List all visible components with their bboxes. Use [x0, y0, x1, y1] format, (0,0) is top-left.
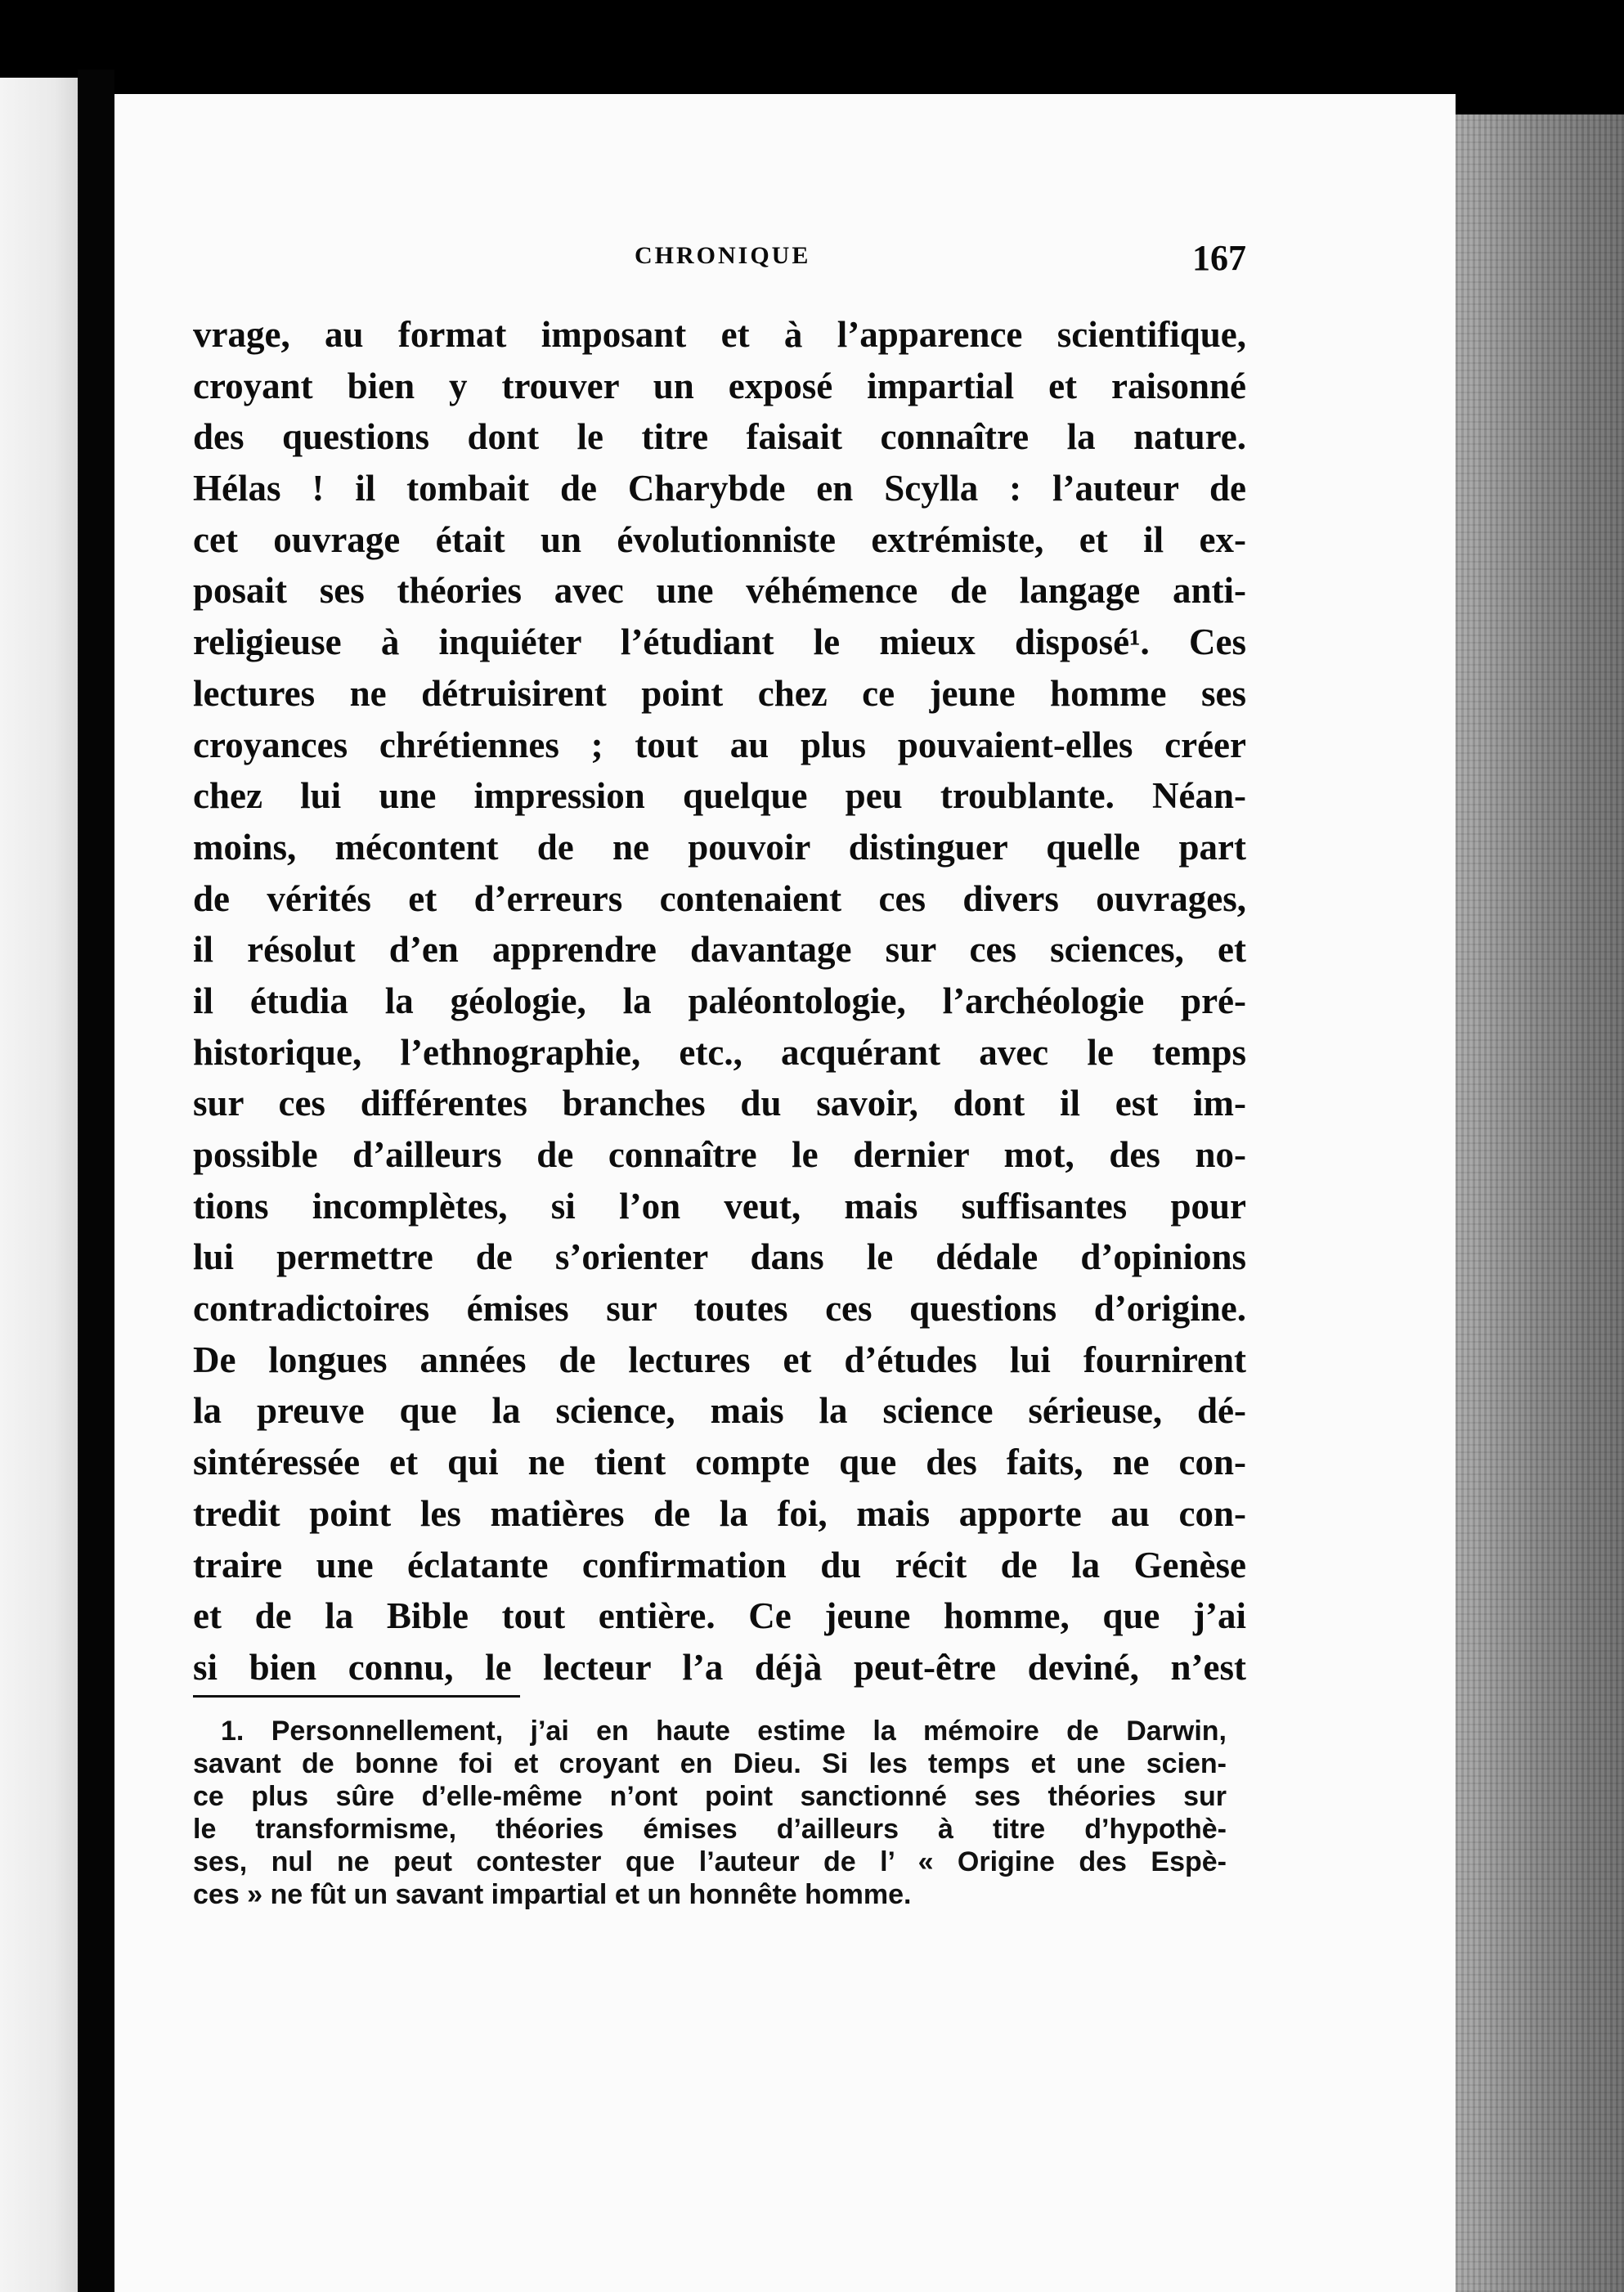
body-line: lui permettre de s’orienter dans le dédale d’opinions — [193, 1236, 1246, 1278]
body-line: la preuve que la science, mais la science sérieuse, dé- — [193, 1390, 1246, 1432]
running-head: CHRONIQUE — [635, 242, 811, 269]
body-line: des questions dont le titre faisait connaître la nature. — [193, 416, 1246, 458]
body-line: et de la Bible tout entière. Ce jeune homme, que j’ai — [193, 1595, 1246, 1637]
body-line: posait ses théories avec une véhémence de langage anti- — [193, 570, 1246, 612]
book-gutter-shadow — [78, 70, 114, 2292]
footnote-line: ses, nul ne peut contester que l’auteur de l’ « Origine des Espè- — [193, 1846, 1227, 1877]
body-line: sur ces différentes branches du savoir, dont il est im- — [193, 1083, 1246, 1124]
footnote-line: 1. Personnellement, j’ai en haute estime la mémoire de Darwin, — [221, 1716, 1227, 1747]
page-stack-edge — [1456, 114, 1624, 2292]
footnote-separator — [193, 1695, 520, 1698]
body-line: tredit point les matières de la foi, mais apporte au con- — [193, 1492, 1246, 1534]
body-line: vrage, au format imposant et à l’apparence scientifique, — [193, 314, 1246, 355]
body-line: traire une éclatante confirmation du récit de la Genèse — [193, 1544, 1246, 1586]
body-line: historique, l’ethnographie, etc., acquérant avec le temps — [193, 1031, 1246, 1073]
body-line: cet ouvrage était un évolutionniste extrémiste, et il ex- — [193, 518, 1246, 560]
body-line: moins, mécontent de ne pouvoir distinguer quelle part — [193, 826, 1246, 868]
body-line: de vérités et d’erreurs contenaient ces divers ouvrages, — [193, 877, 1246, 919]
body-line: si bien connu, le lecteur l’a déjà peut-être deviné, n’est — [193, 1646, 1246, 1688]
body-text — [193, 309, 1246, 1693]
footnote-line: ce plus sûre d’elle-même n’ont point sanctionné ses théories sur — [193, 1781, 1227, 1812]
footnote-line: savant de bonne foi et croyant en Dieu. Si les temps et une scien- — [193, 1748, 1227, 1779]
body-line: religieuse à inquiéter l’étudiant le mieux disposé¹. Ces — [193, 621, 1246, 663]
page-number: 167 — [1192, 238, 1246, 278]
body-line: croyant bien y trouver un exposé impartial et raisonné — [193, 365, 1246, 406]
body-line: Hélas ! il tombait de Charybde en Scylla : l’auteur de — [193, 468, 1246, 509]
body-line: contradictoires émises sur toutes ces questions d’origine. — [193, 1288, 1246, 1330]
facing-page-edge — [0, 78, 78, 2292]
page-header — [193, 237, 1246, 286]
body-line: De longues années de lectures et d’études lui fournirent — [193, 1339, 1246, 1380]
footnote-line: le transformisme, théories émises d’ailleurs à titre d’hypothè- — [193, 1814, 1227, 1845]
body-line: possible d’ailleurs de connaître le dernier mot, des no- — [193, 1134, 1246, 1175]
body-line: sintéressée et qui ne tient compte que des faits, ne con- — [193, 1442, 1246, 1483]
footnote-line: ces » ne fût un savant impartial et un honnête homme. — [193, 1879, 912, 1910]
body-line: lectures ne détruisirent point chez ce jeune homme ses — [193, 672, 1246, 714]
body-line: tions incomplètes, si l’on veut, mais suffisantes pour — [193, 1185, 1246, 1227]
body-line: croyances chrétiennes ; tout au plus pouvaient-elles créer — [193, 724, 1246, 765]
body-line: chez lui une impression quelque peu troublante. Néan- — [193, 775, 1246, 817]
body-line: il résolut d’en apprendre davantage sur ces sciences, et — [193, 929, 1246, 971]
body-line: il étudia la géologie, la paléontologie, l’archéologie pré- — [193, 980, 1246, 1021]
footnote — [193, 1715, 1227, 1911]
